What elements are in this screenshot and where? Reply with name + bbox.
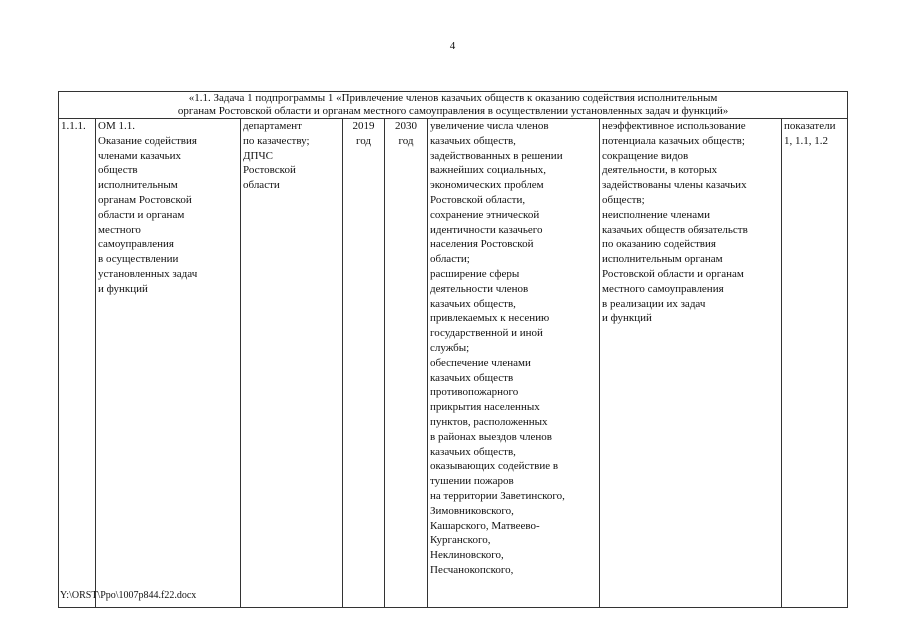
consequence-line: потенциала казачьих обществ; bbox=[602, 134, 745, 147]
result-line: привлекаемых к несению bbox=[430, 312, 550, 325]
measure-line: членами казачьих bbox=[98, 149, 182, 162]
page-number: 4 bbox=[449, 40, 456, 52]
measure-line: органам Ростовской bbox=[98, 193, 192, 206]
result-line: идентичности казачьего bbox=[430, 223, 543, 236]
result-line: оказывающих содействие в bbox=[430, 460, 559, 473]
measure-line: ОМ 1.1. bbox=[98, 120, 135, 132]
measure-line: местного bbox=[98, 223, 141, 236]
result-line: сохранение этнической bbox=[430, 208, 540, 221]
result-line: задействованных в решении bbox=[430, 149, 563, 162]
footer-file-path: Y:\ORST\Ppo\1007p844.f22.docx bbox=[60, 590, 197, 601]
measure-line: области и органам bbox=[98, 208, 185, 221]
indicator-line: показатели bbox=[784, 120, 836, 132]
result-line: экономических проблем bbox=[430, 179, 544, 192]
result-line: казачьих обществ bbox=[430, 371, 514, 384]
consequence-line: исполнительным органам bbox=[602, 253, 723, 266]
consequence-line: деятельности, в которых bbox=[602, 164, 718, 177]
result-line: увеличение числа членов bbox=[430, 120, 549, 132]
measure-line: обществ bbox=[98, 164, 138, 177]
measure-cell bbox=[96, 119, 241, 608]
program-table bbox=[58, 91, 848, 608]
task-header bbox=[59, 92, 848, 119]
result-line: тушении пожаров bbox=[430, 475, 514, 488]
executor-line: департамент bbox=[243, 120, 302, 132]
measure-line: установленных задач bbox=[98, 267, 198, 280]
indicator-cell bbox=[782, 119, 848, 608]
measure-line: самоуправления bbox=[98, 238, 174, 251]
result-line: Неклиновского, bbox=[430, 549, 504, 562]
measure-line: Оказание содействия bbox=[98, 134, 197, 147]
executor-line: области bbox=[243, 179, 280, 192]
task-header-line-2: органам Ростовской области и органам местного самоуправления в осуществлении установленных задач и функций» bbox=[177, 105, 729, 117]
consequence-line: сокращение видов bbox=[602, 149, 689, 162]
result-line: важнейших социальных, bbox=[430, 164, 546, 177]
result-line: деятельности членов bbox=[430, 282, 529, 295]
result-line: казачьих обществ, bbox=[430, 134, 516, 147]
task-header-row bbox=[59, 92, 848, 119]
result-line: пунктов, расположенных bbox=[430, 415, 548, 428]
result-line: Курганского, bbox=[430, 534, 491, 547]
start-year-cell bbox=[343, 119, 385, 608]
result-line: населения Ростовской bbox=[430, 238, 534, 251]
end-year-cell bbox=[385, 119, 428, 608]
consequence-line: задействованы члены казачьих bbox=[602, 179, 747, 192]
executor-line: ДПЧС bbox=[243, 149, 273, 162]
result-line: Кашарского, Матвеево- bbox=[430, 519, 540, 532]
end-year: 2030 bbox=[395, 120, 417, 132]
consequence-line: неисполнение членами bbox=[602, 208, 710, 221]
indicator-line: 1, 1.1, 1.2 bbox=[784, 134, 828, 147]
result-line: Зимовниковского, bbox=[430, 504, 514, 517]
result-line: Ростовской области, bbox=[430, 193, 526, 206]
end-year-unit: год bbox=[398, 134, 414, 147]
result-line: в районах выездов членов bbox=[430, 430, 553, 443]
consequence-line: казачьих обществ обязательств bbox=[602, 223, 748, 236]
result-line: казачьих обществ, bbox=[430, 445, 516, 458]
result-line: службы; bbox=[430, 341, 470, 354]
result-line: области; bbox=[430, 253, 470, 266]
start-year-unit: год bbox=[355, 134, 372, 147]
row-number-cell bbox=[59, 119, 96, 608]
table-row bbox=[59, 119, 848, 608]
consequence-line: по оказанию содействия bbox=[602, 238, 716, 251]
consequence-line: обществ; bbox=[602, 193, 645, 206]
consequence-line: неэффективное использование bbox=[602, 120, 746, 132]
executor-line: Ростовской bbox=[243, 164, 296, 177]
measure-line: в осуществлении bbox=[98, 253, 179, 266]
measure-line: исполнительным bbox=[98, 179, 178, 192]
task-header-line-1: «1.1. Задача 1 подпрограммы 1 «Привлечение членов казачьих обществ к оказанию содействия исполнительным bbox=[188, 92, 718, 104]
result-line: государственной и иной bbox=[430, 327, 543, 340]
result-line: противопожарного bbox=[430, 386, 519, 399]
consequence-line: местного самоуправления bbox=[602, 282, 724, 295]
consequence-cell bbox=[600, 119, 782, 608]
start-year: 2019 bbox=[352, 120, 375, 132]
executor-cell bbox=[241, 119, 343, 608]
measure-line: и функций bbox=[98, 282, 148, 295]
result-line: на территории Заветинского, bbox=[430, 489, 565, 502]
consequence-line: в реализации их задач bbox=[602, 297, 706, 310]
result-line: расширение сферы bbox=[430, 267, 520, 280]
consequence-line: и функций bbox=[602, 312, 652, 325]
result-line: прикрытия населенных bbox=[430, 401, 540, 414]
row-number: 1.1.1. bbox=[61, 120, 86, 132]
result-line: Песчанокопского, bbox=[430, 563, 514, 576]
executor-line: по казачеству; bbox=[243, 134, 310, 147]
consequence-line: Ростовской области и органам bbox=[602, 267, 744, 280]
result-cell bbox=[428, 119, 600, 608]
result-line: казачьих обществ, bbox=[430, 297, 516, 310]
result-line: обеспечение членами bbox=[430, 356, 531, 369]
